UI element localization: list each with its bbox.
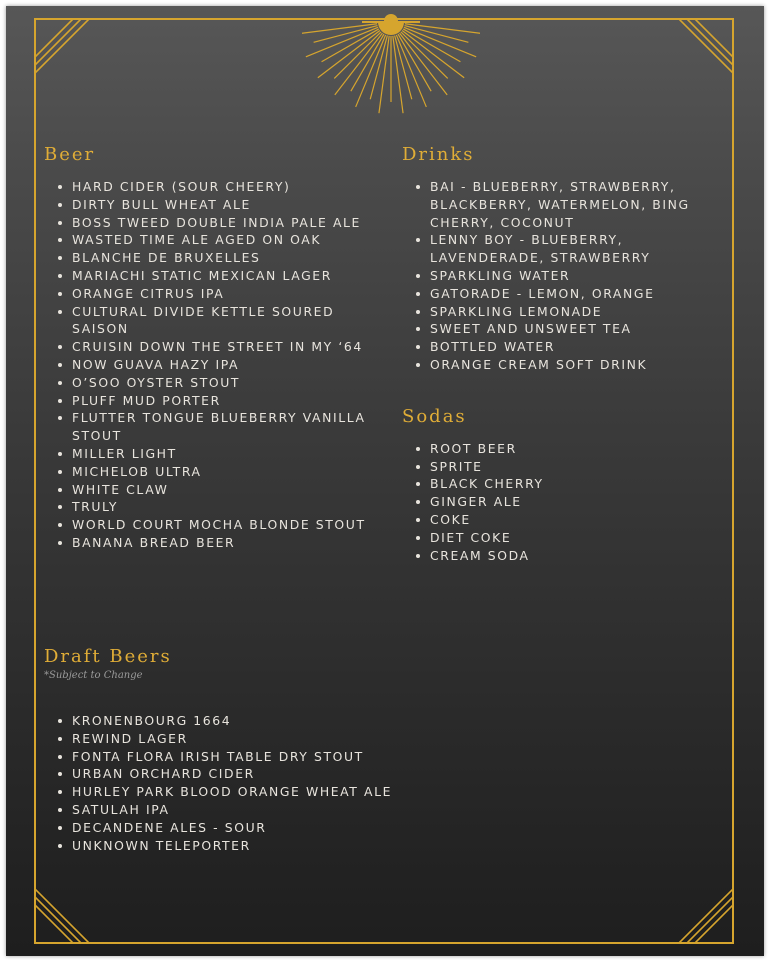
list-item: SPARKLING LEMONADE <box>402 303 722 321</box>
beer-heading: Beer <box>44 144 96 165</box>
list-item: KRONENBOURG 1664 <box>44 712 394 730</box>
list-item: REWIND LAGER <box>44 730 394 748</box>
list-item: COKE <box>402 511 722 529</box>
list-item: GATORADE - LEMON, ORANGE <box>402 285 722 303</box>
draft-beers-section <box>44 646 394 854</box>
list-item: CREAM SODA <box>402 547 722 565</box>
list-item: BOSS TWEED DOUBLE INDIA PALE ALE <box>44 214 374 232</box>
list-item: NOW GUAVA HAZY IPA <box>44 356 374 374</box>
list-item: TRULY <box>44 498 374 516</box>
list-item: BLANCHE DE BRUXELLES <box>44 249 374 267</box>
list-item: O’SOO OYSTER STOUT <box>44 374 374 392</box>
art-deco-corner-top-right-icon <box>674 18 734 78</box>
list-item: MARIACHI STATIC MEXICAN LAGER <box>44 267 374 285</box>
menu-card <box>6 6 764 956</box>
list-item: ORANGE CITRUS IPA <box>44 285 374 303</box>
list-item: HURLEY PARK BLOOD ORANGE WHEAT ALE <box>44 783 394 801</box>
list-item: HARD CIDER (SOUR CHEERY) <box>44 178 374 196</box>
list-item: LENNY BOY - BLUEBERRY, LAVENDERADE, STRAWBERRY <box>402 231 722 267</box>
draft-beers-list <box>44 712 394 854</box>
list-item: WORLD COURT MOCHA BLONDE STOUT <box>44 516 374 534</box>
draft-beers-note: *Subject to Change <box>44 670 143 681</box>
list-item: DECANDENE ALES - SOUR <box>44 819 394 837</box>
list-item: SPARKLING WATER <box>402 267 722 285</box>
list-item: FLUTTER TONGUE BLUEBERRY VANILLA STOUT <box>44 409 374 445</box>
list-item: ORANGE CREAM SOFT DRINK <box>402 356 722 374</box>
list-item: UNKNOWN TELEPORTER <box>44 837 394 855</box>
list-item: BLACK CHERRY <box>402 475 722 493</box>
list-item: DIRTY BULL WHEAT ALE <box>44 196 374 214</box>
list-item: BANANA BREAD BEER <box>44 534 374 552</box>
list-item: PLUFF MUD PORTER <box>44 392 374 410</box>
list-item: MILLER LIGHT <box>44 445 374 463</box>
list-item: WASTED TIME ALE AGED ON OAK <box>44 231 374 249</box>
list-item: BOTTLED WATER <box>402 338 722 356</box>
left-column <box>44 144 374 586</box>
draft-beers-heading: Draft Beers <box>44 646 172 667</box>
art-deco-corner-bottom-right-icon <box>674 884 734 944</box>
list-item: CULTURAL DIVIDE KETTLE SOURED SAISON <box>44 303 374 339</box>
list-item: SPRITE <box>402 458 722 476</box>
list-item: DIET COKE <box>402 529 722 547</box>
list-item: URBAN ORCHARD CIDER <box>44 765 394 783</box>
beer-list <box>44 178 374 552</box>
list-item: WHITE CLAW <box>44 481 374 499</box>
art-deco-corner-bottom-left-icon <box>34 884 94 944</box>
list-item: SWEET AND UNSWEET TEA <box>402 320 722 338</box>
list-item: CRUISIN DOWN THE STREET IN MY ‘64 <box>44 338 374 356</box>
drinks-section <box>402 144 722 374</box>
list-item: GINGER ALE <box>402 493 722 511</box>
sunburst-icon <box>302 10 480 118</box>
right-column <box>402 144 722 598</box>
sodas-section <box>402 406 722 565</box>
art-deco-corner-top-left-icon <box>34 18 94 78</box>
list-item: SATULAH IPA <box>44 801 394 819</box>
sodas-list <box>402 440 722 565</box>
drinks-list <box>402 178 722 374</box>
list-item: FONTA FLORA IRISH TABLE DRY STOUT <box>44 748 394 766</box>
drinks-heading: Drinks <box>402 144 475 165</box>
sodas-heading: Sodas <box>402 405 467 427</box>
list-item: BAI - BLUEBERRY, STRAWBERRY, BLACKBERRY, WATERMELON, BING CHERRY, COCONUT <box>402 178 722 231</box>
list-item: ROOT BEER <box>402 440 722 458</box>
list-item: MICHELOB ULTRA <box>44 463 374 481</box>
beer-section <box>44 144 374 552</box>
